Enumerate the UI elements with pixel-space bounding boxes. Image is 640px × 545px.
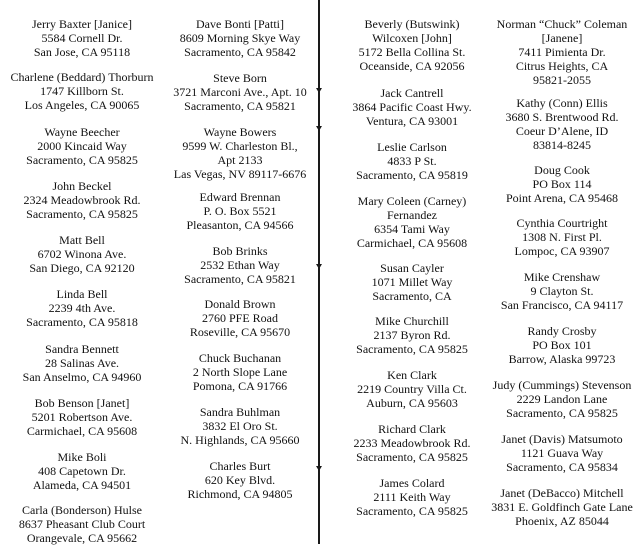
entry-address-line: San Diego, CA 92120 <box>29 261 135 275</box>
entry-name: Mike Boli <box>57 450 107 464</box>
directory-entry <box>140 459 340 501</box>
directory-entry <box>140 244 340 286</box>
entry-name: Jack Cantrell <box>380 86 444 100</box>
entry-address-line: San Francisco, CA 94117 <box>500 298 624 312</box>
entry-name: Richard Clark <box>378 422 446 436</box>
entry-name: Kathy (Conn) Ellis <box>516 96 608 110</box>
entry-name: Randy Crosby <box>527 324 597 338</box>
entry-name: Cynthia Courtright <box>516 216 608 230</box>
directory-entry <box>462 96 640 152</box>
entry-address-line: 5584 Cornell Dr. <box>41 31 123 45</box>
entry-address-line: Los Angeles, CA 90065 <box>24 98 140 112</box>
entry-address-line: 1121 Guava Way <box>520 446 604 460</box>
directory-entry <box>462 270 640 312</box>
directory-entry <box>462 216 640 258</box>
entry-name: Matt Bell <box>59 233 105 247</box>
entry-name: Sandra Bennett <box>45 342 119 356</box>
entry-address-line: Carmichael, CA 95608 <box>26 424 138 438</box>
entry-address-line: 1308 N. First Pl. <box>522 230 602 244</box>
entry-name: Norman “Chuck” Coleman <box>496 17 628 31</box>
directory-entry <box>462 486 640 528</box>
entry-name: Leslie Carlson <box>377 140 447 154</box>
entry-address-line: Sacramento, CA 95825 <box>356 342 468 356</box>
entry-address-line: 95821-2055 <box>533 73 591 87</box>
entry-address-line: 5201 Robertson Ave. <box>31 410 133 424</box>
directory-entry <box>462 324 640 366</box>
entry-name: Charles Burt <box>209 459 271 473</box>
entry-address-line: 3831 E. Goldfinch Gate Lane <box>491 500 633 514</box>
entry-address-line: 2324 Meadowbrook Rd. <box>23 193 141 207</box>
entry-name: Sandra Buhlman <box>199 405 281 419</box>
entry-address-line: 620 Key Blvd. <box>204 473 276 487</box>
entry-address-line: Sacramento, CA 95819 <box>356 168 468 182</box>
entry-address-line: 7411 Pimienta Dr. <box>518 45 606 59</box>
entry-address-line: 3864 Pacific Coast Hwy. <box>352 100 472 114</box>
entry-address-line: 8609 Morning Skye Way <box>179 31 301 45</box>
entry-address-line: Orangevale, CA 95662 <box>26 531 138 545</box>
entry-address-line: Sacramento, CA 95825 <box>506 406 618 420</box>
entry-address-line: Barrow, Alaska 99723 <box>508 352 616 366</box>
entry-address-line: San Anselmo, CA 94960 <box>22 370 142 384</box>
entry-address-line: 408 Capetown Dr. <box>38 464 126 478</box>
entry-address-line: 83814-8245 <box>533 138 591 152</box>
entry-name: Mary Coleen (Carney) <box>357 194 467 208</box>
entry-address-line: 2 North Slope Lane <box>192 365 288 379</box>
entry-name: Wayne Beecher <box>44 125 120 139</box>
entry-name: Wayne Bowers <box>203 125 277 139</box>
entry-address-line: Carmichael, CA 95608 <box>356 236 468 250</box>
directory-entry <box>462 432 640 474</box>
entry-address-line: Sacramento, CA 95825 <box>356 504 468 518</box>
entry-name: James Colard <box>379 476 445 490</box>
entry-name: Janet (DeBacco) Mitchell <box>500 486 624 500</box>
entry-name: Bob Benson [Janet] <box>34 396 130 410</box>
entry-address-line: Fernandez <box>387 208 437 222</box>
entry-address-line: 2137 Byron Rd. <box>373 328 451 342</box>
entry-address-line: Sacramento, CA 95821 <box>184 99 296 113</box>
entry-address-line: Oceanside, CA 92056 <box>359 59 465 73</box>
entry-address-line: Lompoc, CA 93907 <box>514 244 610 258</box>
entry-name: Susan Cayler <box>380 261 444 275</box>
entry-address-line: 2233 Meadowbrook Rd. <box>353 436 471 450</box>
entry-address-line: N. Highlands, CA 95660 <box>180 433 300 447</box>
entry-address-line: 9 Clayton St. <box>530 284 594 298</box>
entry-address-line: 6702 Winona Ave. <box>37 247 127 261</box>
directory-entry <box>140 125 340 181</box>
entry-address-line: Citrus Heights, CA <box>515 59 609 73</box>
entry-address-line: 1747 Killborn St. <box>40 84 124 98</box>
entry-address-line: 28 Salinas Ave. <box>44 356 120 370</box>
entry-address-line: San Jose, CA 95118 <box>33 45 131 59</box>
entry-address-line: Point Arena, CA 95468 <box>505 191 618 205</box>
entry-address-line: Sacramento, CA 95825 <box>26 153 138 167</box>
entry-address-line: [Janene] <box>541 31 583 45</box>
entry-name: Mike Crenshaw <box>523 270 601 284</box>
entry-address-line: PO Box 101 <box>532 338 592 352</box>
entry-address-line: 3721 Marconi Ave., Apt. 10 <box>173 85 307 99</box>
entry-name: Judy (Cummings) Stevenson <box>492 378 632 392</box>
entry-name: Chuck Buchanan <box>198 351 282 365</box>
entry-address-line: Apt 2133 <box>217 153 263 167</box>
entry-address-line: Sacramento, CA 95818 <box>26 315 138 329</box>
entry-address-line: 2000 Kincaid Way <box>37 139 127 153</box>
entry-address-line: PO Box 114 <box>532 177 592 191</box>
directory-entry <box>140 405 340 447</box>
directory-entry <box>462 163 640 205</box>
entry-name: Steve Born <box>213 71 267 85</box>
entry-address-line: Wilcoxen [John] <box>372 31 452 45</box>
entry-address-line: Sacramento, CA 95834 <box>506 460 618 474</box>
entry-address-line: Sacramento, CA 95842 <box>184 45 296 59</box>
entry-address-line: Pomona, CA 91766 <box>192 379 288 393</box>
entry-address-line: 1071 Millet Way <box>371 275 453 289</box>
entry-address-line: 8637 Pheasant Club Court <box>18 517 146 531</box>
entry-name: Ken Clark <box>387 368 437 382</box>
directory-entry <box>140 297 340 339</box>
directory-entry <box>140 190 340 232</box>
entry-address-line: 9599 W. Charleston Bl., <box>182 139 298 153</box>
entry-address-line: 2239 4th Ave. <box>48 301 116 315</box>
entry-name: Janet (Davis) Matsumoto <box>501 432 623 446</box>
entry-name: Dave Bonti [Patti] <box>196 17 284 31</box>
entry-name: Mike Churchill <box>375 314 449 328</box>
entry-address-line: 5172 Bella Collina St. <box>358 45 466 59</box>
entry-name: Beverly (Butswink) <box>364 17 460 31</box>
entry-address-line: P. O. Box 5521 <box>203 204 277 218</box>
directory-entry <box>140 351 340 393</box>
entry-name: Charlene (Beddard) Thorburn <box>10 70 154 84</box>
directory-entry <box>140 71 340 113</box>
entry-name: Edward Brennan <box>199 190 281 204</box>
directory-entry <box>140 17 340 59</box>
entry-name: John Beckel <box>52 179 112 193</box>
entry-name: Carla (Bonderson) Hulse <box>22 503 142 517</box>
entry-name: Bob Brinks <box>212 244 268 258</box>
entry-address-line: Las Vegas, NV 89117-6676 <box>173 167 307 181</box>
entry-name: Donald Brown <box>204 297 276 311</box>
entry-address-line: 6354 Tami Way <box>374 222 450 236</box>
entry-address-line: Auburn, CA 95603 <box>366 396 458 410</box>
entry-name: Linda Bell <box>56 287 108 301</box>
entry-name: Jerry Baxter [Janice] <box>32 17 132 31</box>
entry-address-line: 2760 PFE Road <box>201 311 278 325</box>
directory-entry <box>462 17 640 87</box>
entry-address-line: Ventura, CA 93001 <box>365 114 459 128</box>
entry-address-line: Coeur D’Alene, ID <box>515 124 609 138</box>
entry-address-line: 2532 Ethan Way <box>200 258 280 272</box>
entry-name: Doug Cook <box>534 163 590 177</box>
directory-entry <box>462 378 640 420</box>
entry-address-line: Pleasanton, CA 94566 <box>186 218 294 232</box>
entry-address-line: 2219 Country Villa Ct. <box>357 382 467 396</box>
entry-address-line: Sacramento, CA 95821 <box>184 272 296 286</box>
entry-address-line: 2111 Keith Way <box>373 490 451 504</box>
entry-address-line: 2229 Landon Lane <box>516 392 608 406</box>
entry-address-line: Richmond, CA 94805 <box>187 487 293 501</box>
entry-address-line: Roseville, CA 95670 <box>189 325 291 339</box>
entry-address-line: 3680 S. Brentwood Rd. <box>505 110 619 124</box>
entry-address-line: 4833 P St. <box>387 154 437 168</box>
entry-address-line: Sacramento, CA <box>372 289 452 303</box>
entry-address-line: Alameda, CA 94501 <box>32 478 132 492</box>
entry-address-line: Sacramento, CA 95825 <box>26 207 138 221</box>
entry-address-line: 3832 El Oro St. <box>202 419 278 433</box>
directory-entry <box>0 503 182 545</box>
entry-address-line: Sacramento, CA 95825 <box>356 450 468 464</box>
entry-address-line: Phoenix, AZ 85044 <box>515 514 609 528</box>
